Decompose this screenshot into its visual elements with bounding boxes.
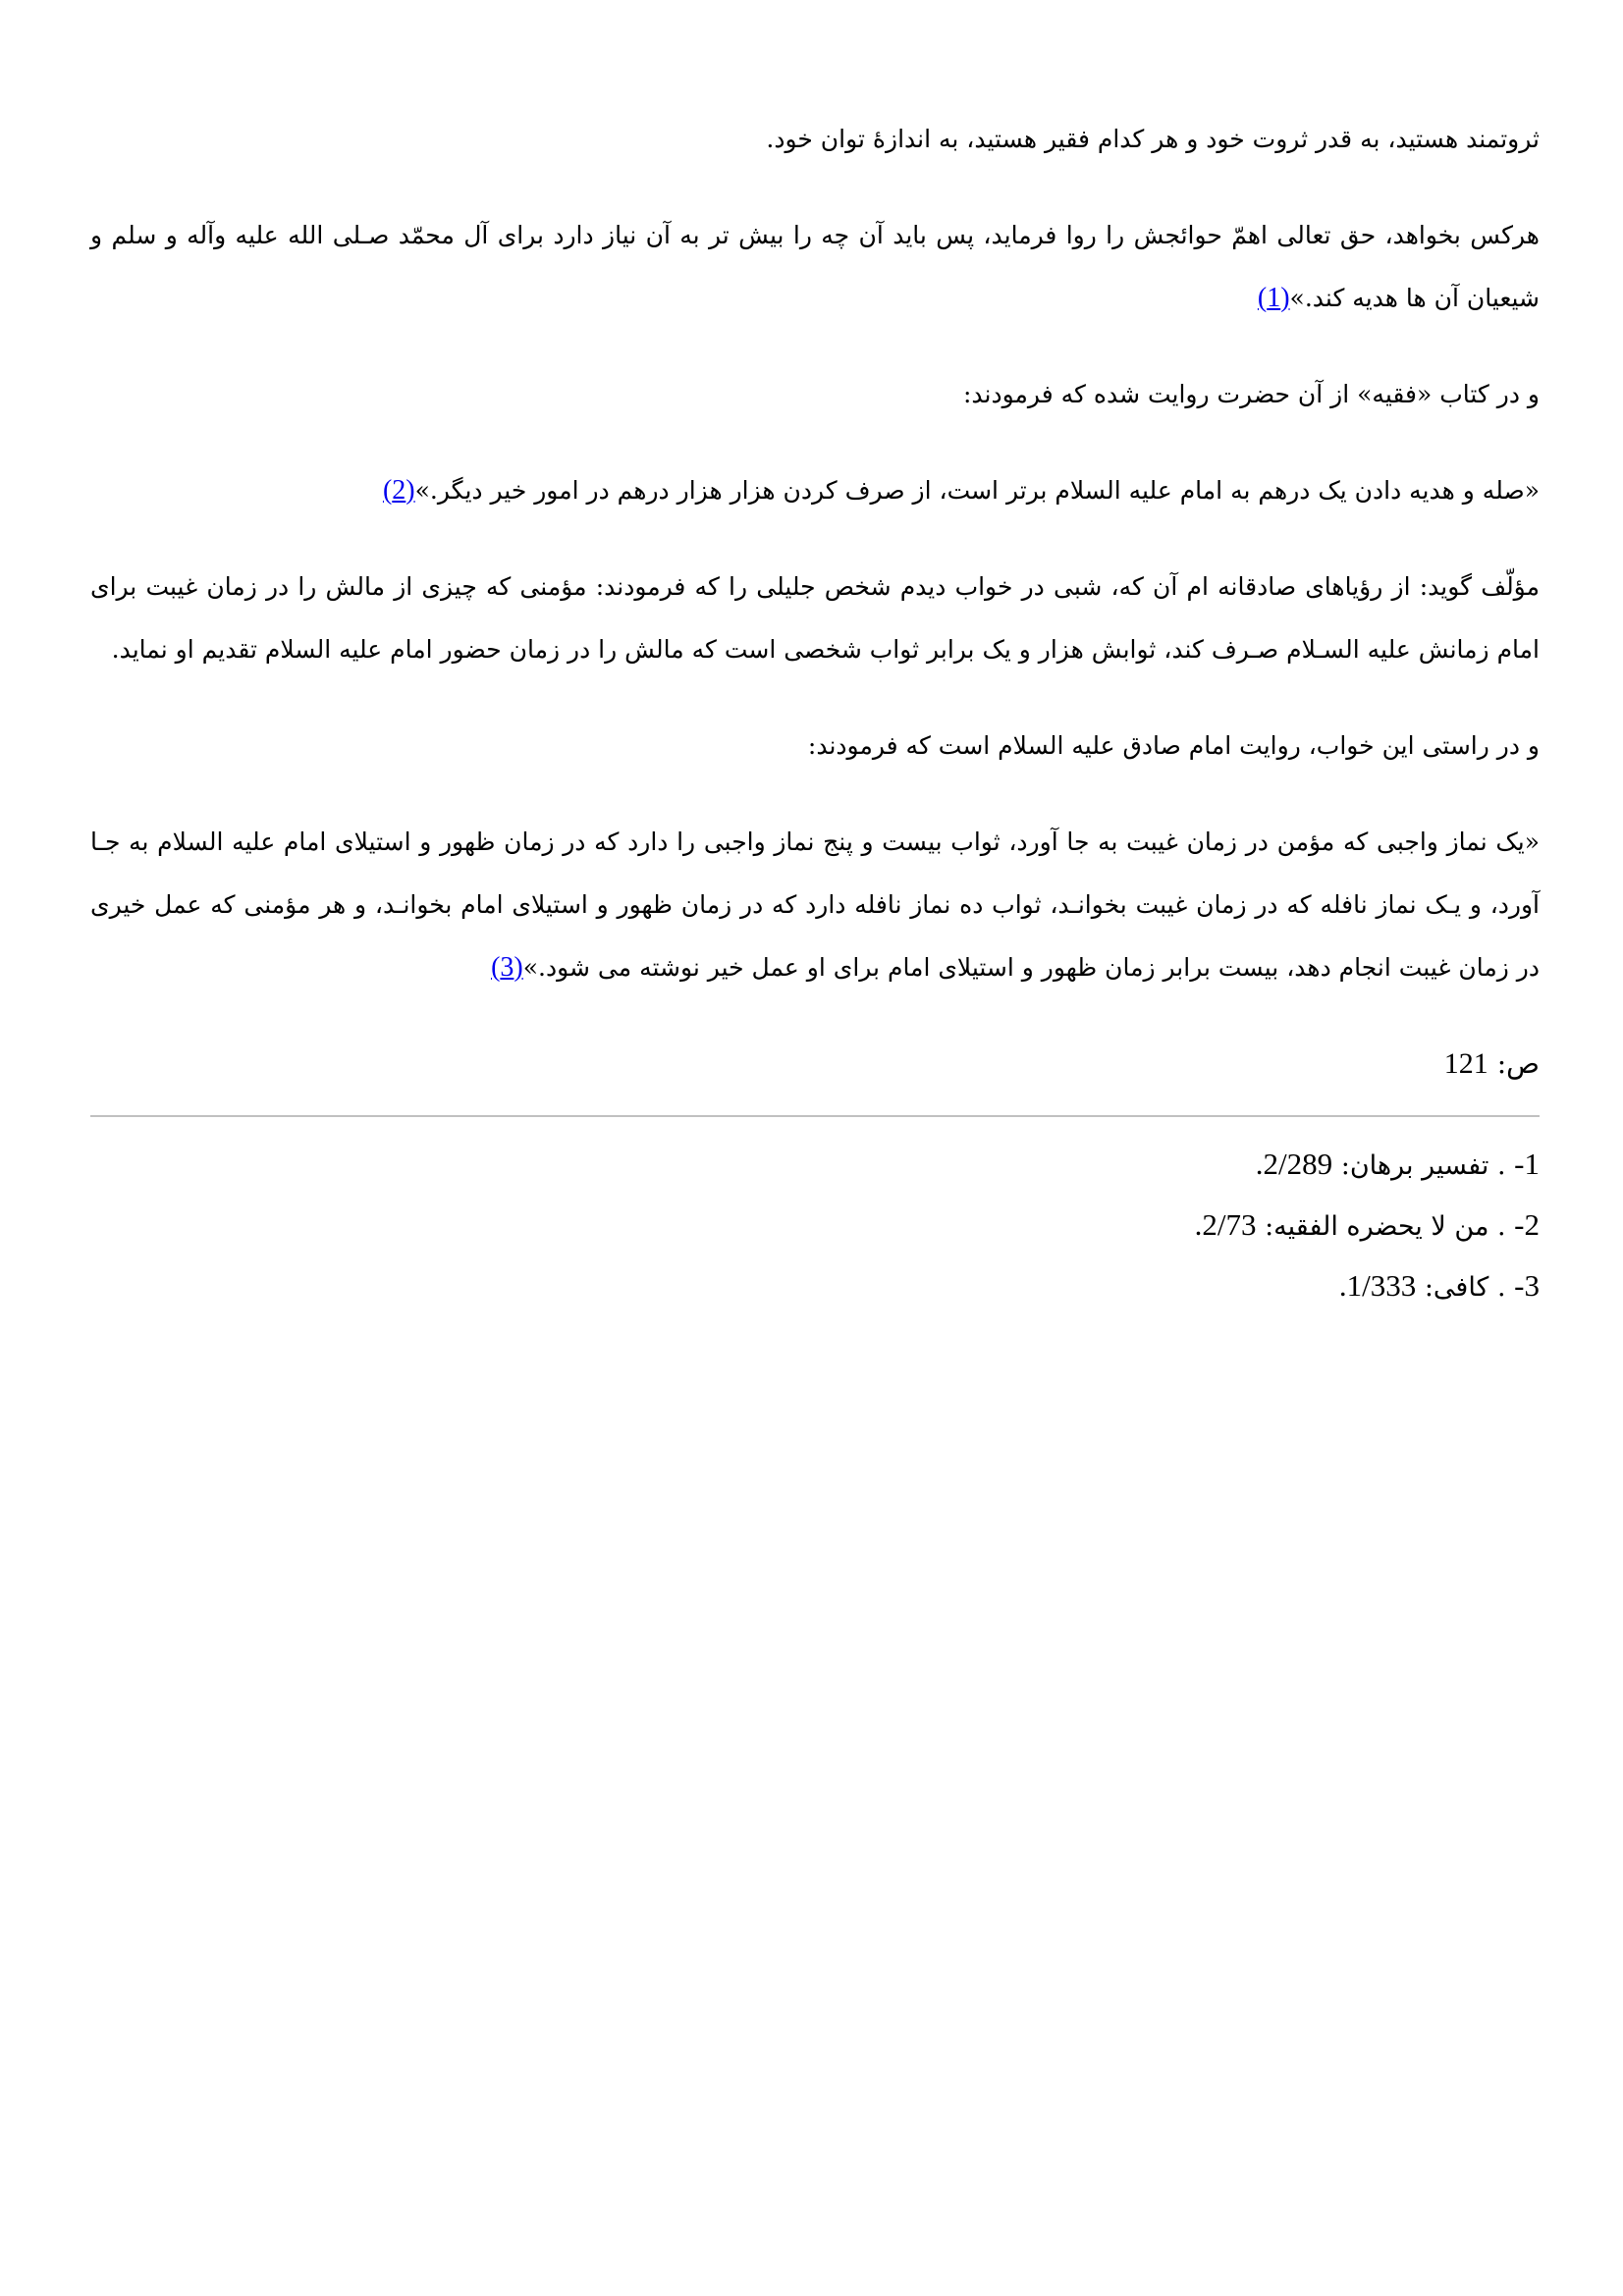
- footnote-number: 1-: [1514, 1147, 1540, 1181]
- page-number-value: 121: [1443, 1047, 1488, 1080]
- footnote-value: 1/333.: [1338, 1268, 1417, 1303]
- footnote-number: 2-: [1514, 1207, 1540, 1242]
- footnote-divider: [90, 1115, 1540, 1117]
- footnote-item-3: [90, 1256, 1540, 1317]
- page-number: [90, 1033, 1540, 1095]
- footnote-source: . تفسیر برهان:: [1340, 1150, 1506, 1181]
- footnote-value: 2/73.: [1194, 1207, 1257, 1242]
- paragraph-4: [90, 459, 1540, 522]
- footnote-source: . کافی:: [1424, 1272, 1506, 1303]
- paragraph-3: [90, 363, 1540, 426]
- paragraph-text: «صله و هدیه دادن یک درهم به امام علیه السلام برتر است، از صرف کردن هزار هزار درهم در امور خیر دیگر.»: [414, 476, 1540, 505]
- footnote-source: . من لا یحضره الفقیه:: [1265, 1211, 1506, 1242]
- footnote-value: 2/289.: [1255, 1147, 1333, 1181]
- paragraph-text: هرکس بخواهد، حق تعالی اهمّ حوائجش را روا فرماید، پس باید آن چه را بیش تر به آن نیاز دارد برای آل محمّد صـلی الله علیه وآله و سلم و شیعیان آن ها هدیه کند.»: [90, 221, 1540, 312]
- paragraph-7: [90, 811, 1540, 999]
- paragraph-6: [90, 715, 1540, 777]
- paragraph-text: و در راستی این خواب، روایت امام صادق علیه السلام است که فرمودند:: [807, 731, 1540, 760]
- footnote-number: 3-: [1514, 1268, 1540, 1303]
- page-number-prefix: ص:: [1496, 1047, 1540, 1080]
- footnote-link-1[interactable]: (1): [1257, 283, 1290, 313]
- paragraph-2: [90, 204, 1540, 330]
- footnote-link-2[interactable]: (2): [382, 475, 415, 506]
- footnote-list: [90, 1135, 1540, 1317]
- footnote-item-2: [90, 1196, 1540, 1256]
- paragraph-text: و در کتاب «فقیه» از آن حضرت روایت شده که فرمودند:: [962, 380, 1540, 408]
- footnote-item-1: [90, 1135, 1540, 1196]
- paragraph-5: [90, 556, 1540, 681]
- footnote-link-3[interactable]: (3): [491, 952, 523, 983]
- paragraph-1: [90, 108, 1540, 171]
- page-content: [90, 108, 1540, 1317]
- paragraph-text: مؤلّف گوید: از رؤیاهای صادقانه ام آن که، شبی در خواب دیدم شخص جلیلی را که فرمودند: مؤمنی که چیزی از مالش را در زمان غیبت برای امام زمانش علیه السـلام صـرف کند، ثوابش هزار و یک برابر ثواب شخصی است که مالش را در زمان حضور امام علیه السلام تقدیم او نماید.: [90, 572, 1540, 664]
- paragraph-text: «یک نماز واجبی که مؤمن در زمان غیبت به جا آورد، ثواب بیست و پنج نماز واجبی را دارد که در زمان ظهور و استیلای امام علیه السلام به جـا آورد، و یـک نماز نافله که در زمان غیبت بخوانـد، ثواب ده نماز نافله دارد که در زمان ظهور و استیلای امام بخوانـد، و هر مؤمنی که عمل خیری در زمان غیبت انجام دهد، بیست برابر زمان ظهور و استیلای امام برای او عمل خیر نوشته می شود.»: [90, 828, 1540, 982]
- paragraph-text: ثروتمند هستید، به قدر ثروت خود و هر کدام فقیر هستید، به اندازهٔ توان خود.: [766, 125, 1540, 153]
